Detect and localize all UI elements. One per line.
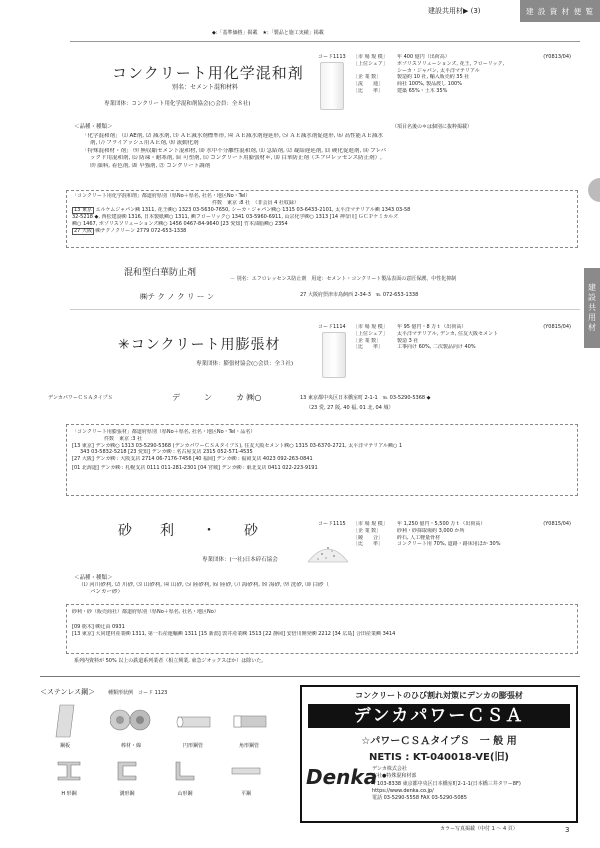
dealers-count: 件数 東京 :8 社 （非会員 4 社収録） (212, 199, 299, 206)
market-row: シーカ・ジャパン, 太平洋マテリアル (397, 67, 480, 74)
dealer-line: [13 東京] デンカ㈱○ 1313 03-5290-5368 (デンカパワーＣＳＡタイプＳ), 住友大阪セメント㈱○ 1315 03-6370-2721, 太平洋マテリアル㈱○ 1 (72, 442, 403, 449)
variety-line: 剤, ⑺ フライアッシュ用ＡＥ剤, ⑻ 流動化剤 (90, 140, 199, 147)
shape-caption: H 形鋼 (61, 791, 77, 797)
variety-line: 「特殊混和材・剤」 ⑼ 無収縮セメント混和材, ⑽ 水中不分離性混和剤, ⑾ 急結剤, ⑿ 凝結遅延剤, ⒀ 硬化促進剤, ⒁ プレパ (82, 147, 387, 154)
market-row: ［競 合］ 砕石, 人工軽量骨材 (353, 534, 441, 541)
chem-varieties-head: ＜品種・種類＞ (74, 124, 113, 130)
variety-line: 「化学混和剤」 ⑴ AE剤, ⑵ 減水剤, ⑶ ＡＥ減水剤標準形, ⑷ ＡＥ減水剤遅延形, ⑸ ＡＥ減水剤促進形, ⑹ 高性能ＡＥ減水 (82, 133, 383, 139)
shape-caption: 棒材・線 (120, 743, 141, 749)
market-row: ［市 場 規 模］ 年 1,250 億円・5,500 万ｔ（出荷高） (Y0815/04) (353, 521, 571, 527)
h-beam-icon (54, 758, 84, 784)
efflo-address: 27 大阪府摂津市鳥飼西 2-34-3 ℡ 072-653-1338 (300, 292, 419, 298)
market-row: ［流 通］ 商社 100%, 製品渡し 100% (353, 81, 462, 87)
product-bag-photo (320, 62, 344, 110)
shape-caption: 鋼板 (59, 743, 70, 749)
variety-line: バンカー砂） (90, 589, 124, 596)
ad-url[interactable]: https://www.denka.co.jp/ (372, 787, 434, 794)
dealer-line: [13 東京] 大同建材産業㈱ 1311, 第一石産運輸㈱ 1311 [15 新潟] 敦井産業㈱ 1513 [22 静岡] 安倍川開発㈱ 2212 [34 広島] 合田産業㈱ 3414 (72, 630, 396, 637)
ad-company: デンカ株式会社 (372, 766, 407, 772)
market-row: ［比 率］ 建築 65%・土木 35% (353, 87, 448, 94)
chem-dealers-box (66, 190, 578, 248)
stainless-sub: 種類形状例 コード 1123 (108, 690, 168, 696)
exp-assoc: 専業団体：膨張材協会(○会員：全３社) (196, 361, 294, 367)
chem-alias: 別名：セメント混和材料 (172, 84, 239, 91)
chem-code: コード1113 (318, 54, 346, 60)
gravel-code: コード1115 (318, 521, 346, 527)
ad-address: 〒103-8338 東京都中央区日本橋室町2-1-1(日本橋三井タワー8F) (372, 780, 521, 787)
market-row: ［比 率］ コンクリート用 70%, 道路・路床用ほか 30% (353, 541, 501, 548)
ad-caption: カラー写真掲載（中付 1 ～ 4 頁） (440, 826, 518, 832)
dealer-line: 27 大阪 ㈱テクノクリーン 2779 072-653-1338 (74, 227, 187, 234)
dealer-line: [01 北海道] デンカ㈱ : 札幌支店 0111 011-281-2301 [04 宮城] デンカ㈱ : 東北支店 0411 022-223-9191 (72, 464, 318, 471)
channel-steel-icon (112, 758, 142, 784)
dealer-line: [09 栃木] ㈱辻由 0931 (72, 623, 125, 630)
dealer-line: 13 東京 エルケムジャパン㈱ 1311, 花王㈱○ 1323 03-5630-7650, シーカ・ジャパン㈱○ 1315 03-6433-2101, 太平洋マテリアル㈱ 1343 03-58 (74, 206, 411, 213)
chem-assoc: 専業団体：コンクリート用化学混和剤協会(○会員：全８社) (104, 101, 251, 107)
exp-dealers-box (66, 424, 578, 496)
shape-caption: 溝形鋼 (119, 791, 135, 797)
gravel-pile-photo (306, 534, 350, 564)
dealers-head: 「コンクリート用膨張材」都道府県別（県No＋県名, 社名・地区No・Tel・品名） (72, 429, 256, 435)
exp-maker: デ ン カ ㈱○ (172, 393, 262, 402)
flat-bar-icon (228, 758, 264, 784)
ad-type: ☆パワーＣＳＡタイプＳ 一 般 用 (361, 736, 517, 747)
variety-line: ⒆ 顔料, 着色剤, ⒇ 早強剤, ㉑ コンクリート調剤 (90, 162, 211, 169)
legend: ◆:「基準価格」掲載 ★:「製品と施工実績」掲載 (212, 30, 324, 36)
gravel-dealers-box (66, 604, 578, 654)
exp-title: ✳コンクリート用膨張材 (118, 337, 281, 353)
exp-branches: （23 愛, 27 阪, 40 福, 01 北, 04 城） (306, 405, 394, 411)
gravel-market (353, 521, 571, 548)
denka-logo: Denka (306, 765, 378, 789)
section-rule (70, 309, 580, 310)
header-section: 建設共用材▶ (3) (428, 7, 481, 15)
gravel-varieties (82, 582, 582, 597)
market-row: ［市 場 規 模］ 年 95 億円・8 万ｔ（出荷高） (Y0815/04) (353, 324, 571, 330)
chem-varieties-note: （項目名後の＊は個別に抜粋掲載） (392, 124, 473, 130)
market-row: ［企 業 数］ 砂利・砂採取場約 3,000 か所 (353, 527, 465, 534)
ad-netis: NETIS : KT-040018-VE(旧) (368, 752, 510, 763)
header-rule (70, 41, 580, 42)
market-row: ［上位シェア］ ポゾリスソリューションズ, 花王, フローリック, (353, 60, 505, 67)
chem-title: コンクリート用化学混和剤 (112, 64, 304, 82)
dealers-head: 「コンクリート用化学混和剤」都道府県別（県No＋県名, 社名・地区No・Tel） (72, 193, 251, 199)
dealer-line: 343 03-5832-5218 [23 愛知] デンカ㈱ : 名古屋支店 2315 052-571-4535 (80, 449, 253, 456)
shape-caption: 平鋼 (240, 791, 251, 797)
ad-dept: 本社●特殊混和材部 (372, 773, 417, 780)
dealer-line: 32-5218 ◆, 西松建設㈱ 1316, 日本製紙㈱○ 1311, ㈱フローリック○ 1341 03-5960-6911, 山宗化学㈱○ 1313 [14 神奈川] ＧＣＰケミカルズ (72, 214, 399, 220)
gravel-note: 系列内資料が 50% 以上の鉄道系列業者（相立興業, 東急ジオックスほか）は除いた。 (74, 658, 267, 664)
dealers-head: 砂利・砂（販売商社）都道府県別（県No＋県名, 社名・地区No） (72, 609, 219, 615)
ad-product: デンカパワーＣＳＡ (308, 704, 570, 728)
header-tab: 建 設 資 材 便 覧 (520, 0, 600, 22)
market-row: ［企 業 数］ 製造 3 社 (353, 337, 419, 344)
market-row: ［比 率］ 工事向け 60%, 二次製品向け 40% (353, 344, 476, 351)
dealers-count: 件数 東京 :3 社 (104, 435, 143, 442)
market-row: ［上位シェア］ 太平洋マテリアル, デンカ, 住友大阪セメント (353, 330, 499, 337)
dealer-line: [27 大阪] デンカ㈱ : 大阪支店 2714 06-7176-7456 [40 福岡] デンカ㈱ : 福岡支店 4023 092-263-0841 (72, 456, 313, 462)
exp-market (353, 324, 571, 351)
steel-plate-icon (52, 703, 78, 739)
gravel-assoc: 専業団体：(一社)日本砕石協会 (202, 557, 278, 563)
gravel-varieties-head: ＜品種・種類＞ (74, 575, 113, 581)
chem-market (353, 54, 571, 95)
angle-steel-icon (170, 758, 200, 784)
dealer-line: ㈱○ 1467, ポゾリスソリューションズ㈱○ 1456 0467-84-9640 [23 愛知] 竹本油脂㈱○ 2354 (72, 220, 288, 227)
shape-caption: 円形鋼管 (182, 743, 203, 749)
shape-caption: 角形鋼管 (238, 743, 259, 749)
page-number: 3 (565, 826, 570, 834)
square-pipe-icon (230, 712, 270, 732)
exp-product: デンカパワーＣＳＡタイプＳ (48, 395, 113, 401)
ad-headline: コンクリートのひび割れ対策にデンカの膨張材 (355, 691, 523, 700)
shape-caption: 山形鋼 (177, 791, 193, 797)
market-row: ［企 業 数］ 製造約 10 社, 輸入販売約 35 社 (353, 74, 470, 81)
section-rule (40, 676, 580, 677)
exp-code: コード1114 (318, 324, 346, 330)
exp-address: 13 東京都中央区日本橋室町 2-1-1 ℡ 03-5290-5368 ◆ (300, 395, 431, 401)
chem-varieties (82, 133, 582, 170)
variety-line: ックド用混和剤, ⒂ 防凍・耐寒剤, ⒃ 可塑剤, ⒄ コンクリート用膨張材＊, ⒅ 白華防止剤（エフロレッセンス防止剤）, (90, 155, 382, 162)
side-tab: 建設共用材 (584, 268, 600, 348)
side-circle (588, 178, 600, 202)
efflo-title: 混和型白華防止剤 (124, 268, 197, 278)
product-bag-photo (322, 332, 346, 378)
ad-tel: 電話 03-5290-5558 FAX 03-5290-5085 (372, 795, 467, 801)
efflo-assoc: － 別名：エフロレッセンス防止剤 用途：セメント・コンクリート製品表面の意匠保護、中性化抑制 (230, 276, 457, 282)
variety-line: ⑴ 河川砂利, ⑵ 川砂, ⑶ 山砂利, ⑷ 山砂, ⑸ 陸砂利, ⑹ 陸砂, ⑺ 海砂利, ⑻ 海砂, ⑼ 洗砂, ⑽ 白砂（ (82, 582, 329, 588)
efflo-maker: ㈱テ ク ノ ク リ ー ン (140, 292, 215, 301)
steel-bar-wire-icon (110, 706, 152, 734)
denka-ad (300, 685, 578, 823)
round-pipe-icon (174, 712, 214, 732)
market-row: ［市 場 規 模］ 年 400 億円（出荷高） (Y0813/04) (353, 54, 571, 60)
stainless-title: ＜ステンレス鋼＞ (40, 688, 96, 696)
gravel-title: 砂 利 ・ 砂 (118, 523, 258, 539)
